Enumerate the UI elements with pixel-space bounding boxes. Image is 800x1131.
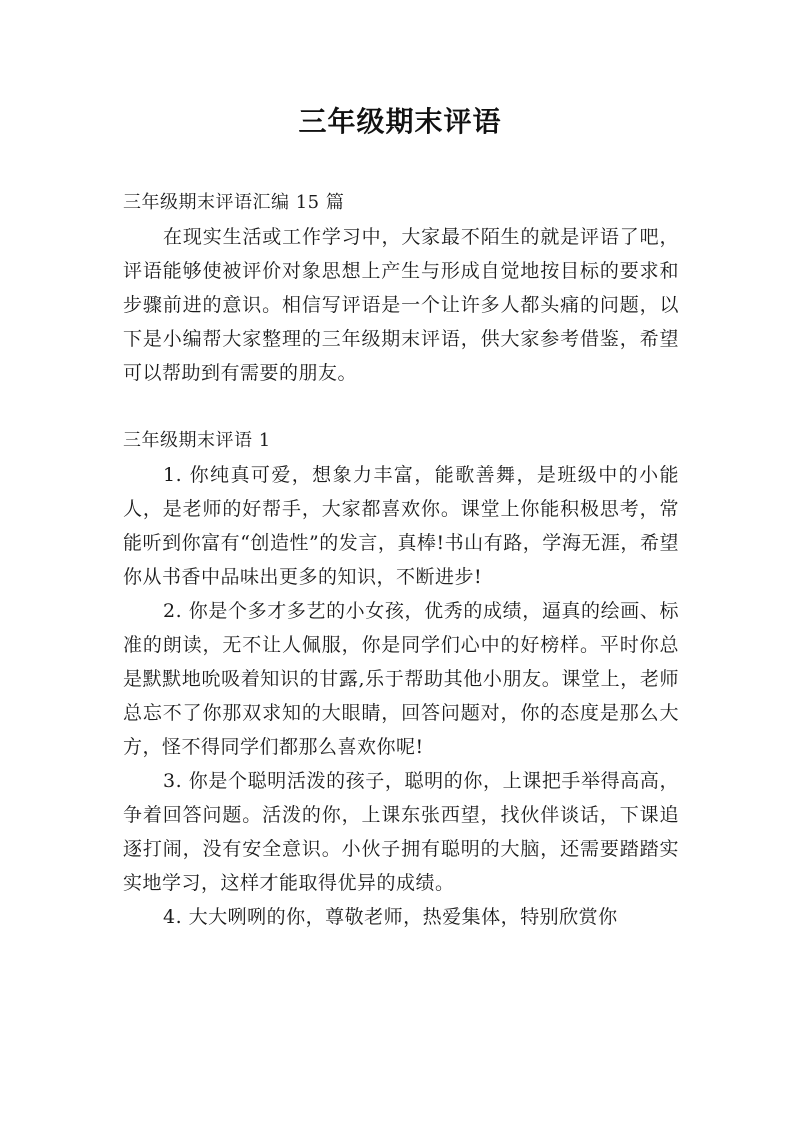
comment-item-3: 3. 你是个聪明活泼的孩子，聪明的你，上课把手举得高高，争着回答问题。活泼的你，上课东张西望，找伙伴谈话，下课追逐打闹，没有安全意识。小伙子拥有聪明的大脑，还需要踏踏实实地学习，这样才能取得优异的成绩。 [123, 770, 679, 894]
intro-paragraph: 在现实生活或工作学习中，大家最不陌生的就是评语了吧，评语能够使被评价对象思想上产生与形成自觉地按目标的要求和步骤前进的意识。相信写评语是一个让许多人都头痛的问题，以下是小编帮大家整理的三年级期末评语，供大家参考借鉴，希望可以帮助到有需要的朋友。 [123, 226, 679, 384]
paragraph-gap [123, 390, 679, 424]
comment-item-4: 4. 大大咧咧的你，尊敬老师，热爱集体，特别欣赏你 [163, 906, 618, 928]
document-subtitle: 三年级期末评语汇编 15 篇 [123, 192, 345, 213]
section-heading: 三年级期末评语 1 [123, 430, 271, 451]
document-title: 三年级期末评语 [298, 105, 502, 138]
document-body [123, 186, 679, 934]
comment-item-2: 2. 你是个多才多艺的小女孩，优秀的成绩，逼真的绘画、标准的朗读，无不让人佩服，你是同学们心中的好榜样。平时你总是默默地吮吸着知识的甘露,乐于帮助其他小朋友。课堂上，老师总忘不了你那双求知的大眼睛，回答问题对，你的态度是那么大方，怪不得同学们都那么喜欢你呢! [123, 600, 679, 758]
comment-item-1: 1. 你纯真可爱，想象力丰富，能歌善舞，是班级中的小能人，是老师的好帮手，大家都喜欢你。课堂上你能积极思考，常能听到你富有“创造性”的发言，真棒!书山有路，学海无涯，希望你从书香中品味出更多的知识，不断进步! [123, 464, 679, 588]
